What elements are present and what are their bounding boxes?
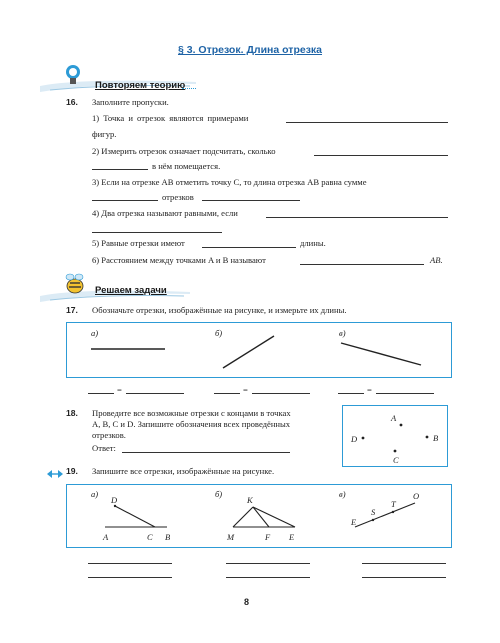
- task-prompt: Обозначьте отрезки, изображённые на рисунке, и измерьте их длины.: [92, 305, 347, 315]
- point: [400, 424, 403, 427]
- figure-label: б): [215, 328, 223, 338]
- task16-item-6-cont: AB.: [430, 255, 443, 265]
- answer-blank[interactable]: [338, 393, 364, 394]
- point-label: O: [413, 491, 420, 501]
- point-label: A: [103, 532, 109, 542]
- point-label: B: [165, 532, 171, 542]
- blank-line[interactable]: [202, 247, 296, 248]
- segment: [253, 507, 295, 527]
- answer-label: Ответ:: [92, 443, 116, 453]
- point-label: E: [351, 517, 357, 527]
- segment: [223, 336, 274, 368]
- segment: [233, 507, 253, 527]
- point-label: B: [433, 433, 439, 443]
- point: [362, 437, 365, 440]
- answer-blank[interactable]: [252, 393, 310, 394]
- task16-item-2-cont: в нём помещается.: [152, 161, 221, 171]
- answer-blank[interactable]: [88, 563, 172, 564]
- double-arrow-icon: [46, 466, 64, 476]
- task16-item-1-cont: фигур.: [92, 129, 117, 139]
- answer-blank[interactable]: [226, 577, 310, 578]
- points-box: [342, 405, 448, 467]
- segment: [115, 506, 155, 527]
- segments-figure-19: [67, 485, 451, 547]
- answer-blank[interactable]: [362, 577, 446, 578]
- task-number: 16.: [66, 97, 78, 107]
- segment: [341, 343, 421, 365]
- task16-item-5-cont: длины.: [300, 238, 326, 248]
- blank-line[interactable]: [92, 200, 158, 201]
- blank-line[interactable]: [202, 200, 300, 201]
- figure-box: [66, 322, 452, 378]
- point-label: C: [147, 532, 153, 542]
- equals-sign: =: [367, 385, 372, 395]
- task-prompt: Заполните пропуски.: [92, 97, 169, 107]
- figure-box: [66, 484, 452, 548]
- task-prompt: Запишите все отрезки, изображённые на рисунке.: [92, 466, 275, 476]
- task-number: 17.: [66, 305, 78, 315]
- bee-icon: [64, 272, 86, 296]
- blank-line[interactable]: [286, 122, 448, 123]
- task16-item-1: 1) Точка и отрезок являются примерами: [92, 113, 249, 123]
- answer-blank[interactable]: [362, 563, 446, 564]
- point: [114, 505, 116, 507]
- point-label: D: [351, 434, 358, 444]
- blank-line[interactable]: [266, 217, 448, 218]
- answer-blank[interactable]: [226, 563, 310, 564]
- section-heading-review: Повторяем теорию: [95, 80, 186, 91]
- section-dots: [182, 88, 196, 89]
- point: [392, 511, 394, 513]
- blank-line[interactable]: [300, 264, 424, 265]
- answer-blank[interactable]: [88, 393, 114, 394]
- task18-prompt-line: A, B, C и D. Запишите обозначения всех проведённых: [92, 419, 291, 429]
- figure-label: в): [339, 489, 346, 499]
- segment: [355, 503, 415, 527]
- task18-prompt-line: Проведите все возможные отрезки с концами в точках: [92, 408, 291, 418]
- answer-blank[interactable]: [376, 393, 434, 394]
- task-number: 18.: [66, 408, 78, 418]
- point-label: S: [371, 507, 376, 517]
- blank-line[interactable]: [92, 169, 148, 170]
- point: [394, 450, 397, 453]
- figure-label: б): [215, 489, 223, 499]
- task18-prompt-line: отрезков.: [92, 430, 126, 440]
- task-number: 19.: [66, 466, 78, 476]
- figure-label: а): [91, 489, 99, 499]
- blank-line[interactable]: [314, 155, 448, 156]
- answer-blank[interactable]: [88, 577, 172, 578]
- point-label: K: [247, 495, 253, 505]
- page-title: § 3. Отрезок. Длина отрезка: [177, 44, 323, 56]
- point-label: D: [111, 495, 118, 505]
- task16-item-3-cont: отрезков: [162, 192, 194, 202]
- equals-sign: =: [117, 385, 122, 395]
- answer-blank[interactable]: [126, 393, 184, 394]
- point: [426, 436, 429, 439]
- point-label: T: [391, 499, 396, 509]
- point-label: C: [393, 455, 399, 465]
- sun-lamp-icon: [63, 64, 83, 86]
- task16-item-4: 4) Два отрезка называют равными, если: [92, 208, 238, 218]
- segments-figure: [67, 323, 451, 377]
- points-figure: [343, 406, 447, 466]
- point: [372, 519, 374, 521]
- answer-blank[interactable]: [122, 452, 290, 453]
- task16-item-2: 2) Измерить отрезок означает подсчитать, сколько: [92, 146, 276, 156]
- section-heading-solve: Решаем задачи: [95, 285, 167, 296]
- task16-item-6: 6) Расстоянием между точками A и B называют: [92, 255, 266, 265]
- point-label: E: [289, 532, 295, 542]
- figure-label: а): [91, 328, 99, 338]
- task16-item-5: 5) Равные отрезки имеют: [92, 238, 185, 248]
- page-number: 8: [244, 597, 250, 607]
- segment: [253, 507, 269, 527]
- answer-blank[interactable]: [214, 393, 240, 394]
- point-label: A: [391, 413, 397, 423]
- point-label: F: [265, 532, 271, 542]
- task16-item-3: 3) Если на отрезке AB отметить точку C, то длина отрезка AB равна сумме: [92, 177, 367, 187]
- equals-sign: =: [243, 385, 248, 395]
- blank-line[interactable]: [92, 232, 222, 233]
- point-label: M: [227, 532, 235, 542]
- figure-label: в): [339, 328, 346, 338]
